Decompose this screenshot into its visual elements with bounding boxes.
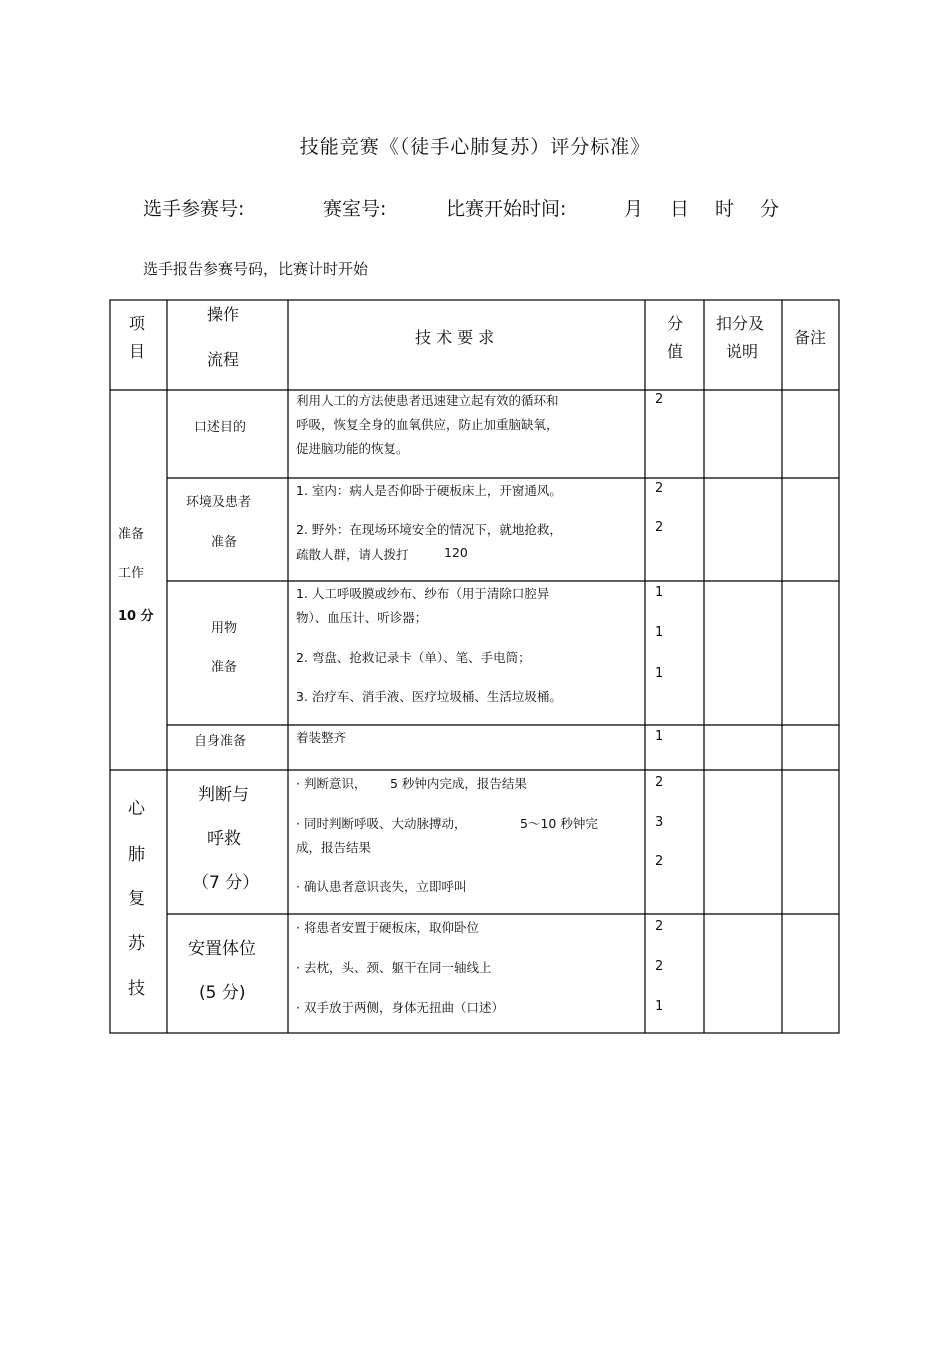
row5-process-1: 判断与: [198, 785, 249, 805]
row2-score-2: 2: [655, 520, 664, 535]
row1-req-2: 呼吸，恢复全身的血氧供应，防止加重脑缺氧，: [296, 417, 559, 432]
minute-label: 分: [760, 198, 780, 220]
header-score-1: 分: [667, 314, 684, 333]
contestant-number-label: 选手参赛号:: [143, 198, 245, 220]
section1-label-1: 准备: [118, 527, 145, 542]
row5-score-2: 3: [655, 815, 664, 830]
row1-req-3: 促进脑功能的恢复。: [296, 441, 409, 456]
day-label: 日: [670, 198, 690, 220]
row6-process-2: (5 分): [199, 983, 246, 1003]
row5-req-2b: 5～10 秒钟完: [520, 816, 598, 831]
row3-req-3: 2. 弯盘、抢救记录卡（单）、笔、手电筒；: [296, 650, 531, 665]
row3-req-1: 1. 人工呼吸膜或纱布、纱布（用于清除口腔异: [296, 586, 550, 601]
row6-score-2: 2: [655, 959, 664, 974]
row6-process-1: 安置体位: [188, 939, 256, 959]
header-item-2: 目: [129, 342, 146, 361]
section2-label-char-4: 苏: [128, 934, 145, 954]
hour-label: 时: [715, 198, 735, 220]
header-deduct-1: 扣分及: [716, 314, 765, 333]
row2-req-2: 2. 野外：在现场环境安全的情况下，就地抢救，: [296, 522, 562, 537]
row6-req-1: · 将患者安置于硬板床，取仰卧位: [296, 920, 479, 935]
row3-score-2: 1: [655, 625, 664, 640]
header-score-2: 值: [667, 342, 684, 361]
row6-score-1: 2: [655, 919, 664, 934]
row3-score-1: 1: [655, 585, 664, 600]
section2-label-char-3: 复: [128, 889, 145, 909]
row4-score-1: 1: [655, 729, 664, 744]
row5-process-2: 呼救: [207, 829, 241, 849]
row1-score-1: 2: [655, 392, 664, 407]
header-remark: 备注: [794, 328, 827, 347]
row2-req-1: 1. 室内：病人是否仰卧于硬板床上，开窗通风。: [296, 483, 562, 498]
row3-process-2: 准备: [211, 660, 238, 675]
row5-req-4: · 确认患者意识丧失，立即呼叫: [296, 879, 467, 894]
header-deduct-2: 说明: [726, 342, 759, 361]
header-process-2: 流程: [207, 350, 240, 369]
row3-score-3: 1: [655, 666, 664, 681]
row5-req-3: 成，报告结果: [296, 840, 372, 855]
header-requirement: 技 术 要 求: [415, 328, 495, 347]
section2-label-char-2: 肺: [128, 845, 145, 865]
row5-req-1a: · 判断意识，: [296, 776, 367, 791]
row5-score-1: 2: [655, 775, 664, 790]
section1-label-3: 10 分: [118, 609, 154, 624]
row5-process-3: （7 分）: [192, 873, 260, 893]
row4-process: 自身准备: [194, 734, 247, 749]
row4-req-1: 着装整齐: [296, 730, 347, 745]
page-title: 技能竞赛《（徒手心肺复苏）评分标准》: [299, 136, 651, 158]
row6-score-3: 1: [655, 999, 664, 1014]
row2-process-2: 准备: [211, 535, 238, 550]
month-label: 月: [624, 198, 644, 220]
header-process-1: 操作: [207, 305, 240, 324]
row5-req-2a: · 同时判断呼吸、大动脉搏动，: [296, 816, 467, 831]
section2-label-char-5: 技: [128, 979, 145, 999]
row3-process-1: 用物: [211, 621, 238, 636]
section2-label-char-1: 心: [128, 799, 145, 819]
row1-req-1: 利用人工的方法使患者迅速建立起有效的循环和: [296, 393, 559, 408]
row1-process: 口述目的: [194, 420, 247, 435]
row2-req-3b: 120: [444, 545, 468, 560]
row6-req-3: · 双手放于两侧，身体无扭曲（口述）: [296, 1000, 504, 1015]
row5-score-3: 2: [655, 854, 664, 869]
row3-req-2: 物）、血压计、听诊器；: [296, 610, 428, 625]
row2-req-3a: 疏散人群，请人拨打: [296, 547, 409, 562]
instruction-text: 选手报告参赛号码，比赛计时开始: [143, 260, 369, 278]
header-item-1: 项: [129, 314, 146, 333]
row6-req-2: · 去枕，头、颈、躯干在同一轴线上: [296, 960, 492, 975]
row3-req-4: 3. 治疗车、消手液、医疗垃圾桶、生活垃圾桶。: [296, 689, 562, 704]
start-time-label: 比赛开始时间:: [446, 198, 567, 220]
row2-process-1: 环境及患者: [186, 495, 252, 510]
row2-score-1: 2: [655, 481, 664, 496]
section1-label-2: 工作: [118, 566, 145, 581]
row5-req-1b: 5 秒钟内完成，报告结果: [390, 776, 527, 791]
room-number-label: 赛室号:: [323, 198, 387, 220]
